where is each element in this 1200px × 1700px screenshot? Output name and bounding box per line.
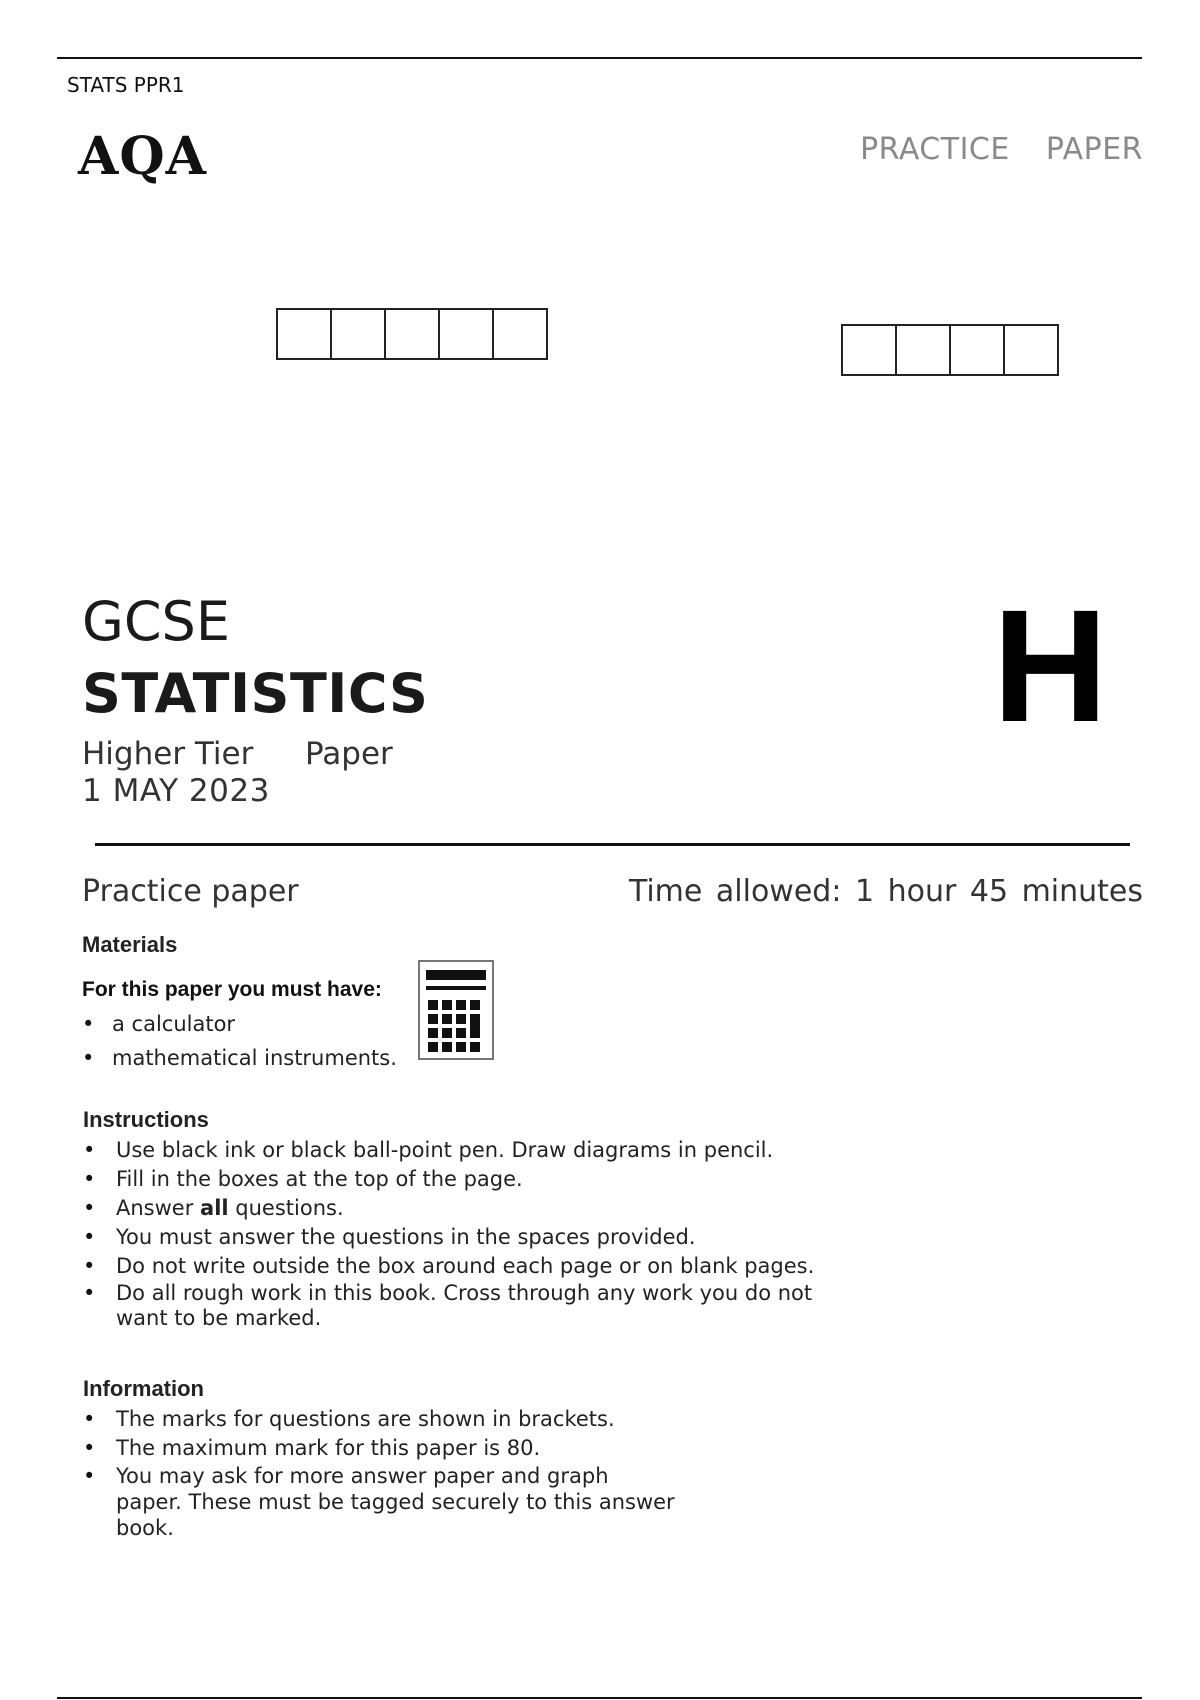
paper-code: STATS PPR1: [67, 73, 185, 97]
candidate-number-box[interactable]: [841, 324, 897, 376]
list-item: • Use black ink or black ball-point pen. Draw diagrams in pencil.: [83, 1136, 863, 1165]
centre-number-boxes[interactable]: [278, 308, 548, 360]
materials-list: [82, 1007, 397, 1075]
list-item: • mathematical instruments.: [82, 1041, 397, 1075]
centre-number-box[interactable]: [438, 308, 494, 360]
calculator-icon: [418, 960, 494, 1060]
instructions-list: [83, 1136, 863, 1331]
paper-label: Paper: [305, 736, 393, 772]
section-divider: [95, 843, 1130, 846]
centre-number-box[interactable]: [276, 308, 332, 360]
practice-paper-text: Practice paper: [82, 874, 299, 909]
must-have-line: For this paper you must have:: [82, 978, 382, 1001]
tier-letter: H: [992, 576, 1108, 755]
information-heading: Information: [83, 1376, 204, 1401]
aqa-logo: AQA: [78, 126, 207, 187]
list-item: • The marks for questions are shown in brackets.: [83, 1405, 703, 1434]
candidate-number-box[interactable]: [1003, 324, 1059, 376]
centre-number-box[interactable]: [330, 308, 386, 360]
list-item: • Do not write outside the box around each page or on blank pages.: [83, 1252, 863, 1281]
qualification-title: GCSE: [82, 590, 230, 653]
list-item: • You may ask for more answer paper and graph paper. These must be tagged securely to this answer book.: [83, 1463, 676, 1541]
list-item: • Answer all questions.: [83, 1194, 863, 1223]
subject-title: STATISTICS: [82, 662, 429, 725]
instructions-heading: Instructions: [83, 1107, 209, 1132]
centre-number-box[interactable]: [384, 308, 440, 360]
information-list: [83, 1405, 703, 1541]
list-item: • a calculator: [82, 1007, 397, 1041]
materials-heading: Materials: [82, 932, 178, 957]
tier-label: Higher Tier: [82, 736, 254, 772]
centre-number-box[interactable]: [492, 308, 548, 360]
candidate-number-box[interactable]: [949, 324, 1005, 376]
top-rule: [57, 57, 1142, 59]
practice-paper-label: PRACTICE PAPER: [860, 132, 1143, 167]
exam-date: 1 MAY 2023: [82, 773, 270, 809]
candidate-number-box[interactable]: [895, 324, 951, 376]
bottom-rule: [57, 1697, 1142, 1699]
list-item: • You must answer the questions in the spaces provided.: [83, 1223, 863, 1252]
list-item: • Do all rough work in this book. Cross through any work you do not want to be marked.: [83, 1281, 816, 1331]
list-item: • Fill in the boxes at the top of the page.: [83, 1165, 863, 1194]
candidate-number-boxes[interactable]: [843, 324, 1059, 376]
list-item: • The maximum mark for this paper is 80.: [83, 1434, 703, 1463]
time-allowed: Time allowed: 1 hour 45 minutes: [628, 874, 1143, 909]
